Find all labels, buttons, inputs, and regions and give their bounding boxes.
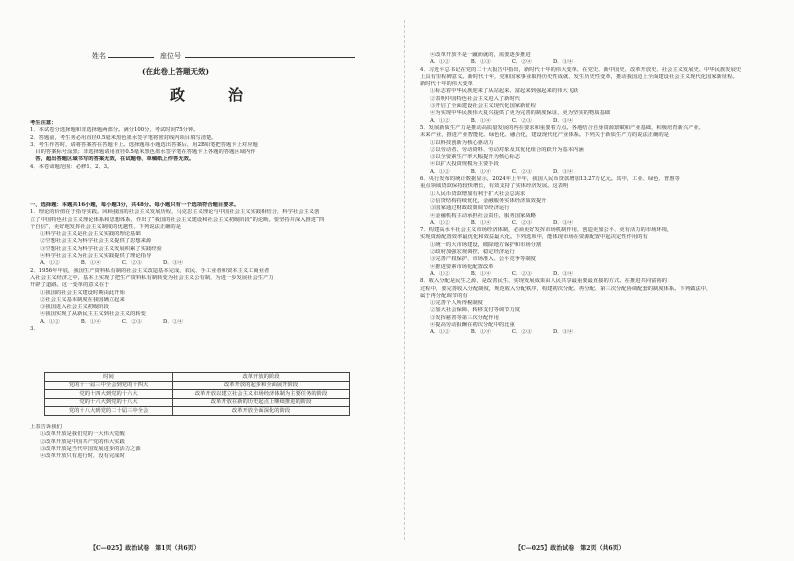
table-header-cell: 改革开放的阶段 xyxy=(173,373,350,382)
q7-option: ①统一的大市场建设，破除地方保护和市场分割 xyxy=(430,241,542,248)
name-label: 姓名 xyxy=(92,52,106,60)
seat-label: 座位号 xyxy=(160,52,181,60)
q5-text: 未来产业，推进产业智能化、绿色化、融合化，建设现代化产业体系。下列关于新质生产力的说法正确的是 xyxy=(420,132,669,139)
reform-table xyxy=(44,372,350,416)
q6-option: ①人民币贷款增加有利于扩大社会总需求 xyxy=(430,190,526,197)
table-cell: 改革开放全面深化的阶段 xyxy=(173,407,350,416)
q3-option: ④改革开放只有进行时，没有完成时 xyxy=(40,453,125,460)
q3-option: ①改革开放是我们党的一大伟大觉醒 xyxy=(40,431,125,438)
instruction-line: 目的答案标号涂黑；非选择题请用直径0.5毫米黑色墨水签字笔在答题卡上各题的答题区域内作 xyxy=(30,149,256,156)
q6-text: 重点领域贷款保持较快增长，有效支持了实体经济发展。这表明 xyxy=(420,183,569,190)
q5-option: ④以扩大投资规模为主要手段 xyxy=(430,161,499,168)
q3-lead: 上表告诉我们 xyxy=(30,424,62,430)
right-page xyxy=(420,0,782,561)
table-header-cell: 时间 xyxy=(45,373,173,382)
q1-text: 1．理论的价值在于指导实践。回顾我国的社会主义发展历程，马克思主义理论与中国社会主义实践相结合，科学社会主义创 xyxy=(30,209,320,216)
section-title: 一、选择题：本题共16小题，每小题3分，共48分。每小题只有一个选项符合题目要求。 xyxy=(30,202,240,208)
q2-option: ①我国的社会主义建设时期由此开始 xyxy=(40,289,125,296)
reform-table-wrap xyxy=(30,372,392,416)
q2-choices: A．①② B．①④ C．②③ D．②④ xyxy=(40,318,184,325)
q1-choices: A．①② B．①④ C．②③ D．③④ xyxy=(40,260,184,267)
q7-option: ③完善产权保护、市场准入、公平竞争等制度 xyxy=(430,256,536,263)
q2-text: 2．1956年年底，我国生产资料私有制的社会主义改造基本完成，农民、手工业者和资本主义工商业者 xyxy=(30,267,270,274)
q1-option: ①科学社会主义是社会主义实践的理论基础 xyxy=(40,231,141,238)
table-row xyxy=(45,407,350,416)
page-divider xyxy=(404,20,405,540)
q6-option: ④金融机构主动承担社会责任，服务国家战略 xyxy=(430,212,536,219)
no-answer-notice: (在此卷上答题无效) xyxy=(142,67,210,76)
student-info-row xyxy=(92,50,355,61)
q7-option: ④推进要素市场化配置改革 xyxy=(430,263,494,270)
table-cell: 改革开放在新的历史起点上继续推进的阶段 xyxy=(173,398,350,407)
q5-text: 5．发展新质生产力是推动高质量发展的内在要求和重要着力点。各地结合自身资源禀赋和产业基础，积极培育新兴产业、 xyxy=(420,124,705,131)
table-row xyxy=(45,381,350,390)
q8-text: 过程中，要完善收入分配制度，规范收入分配秩序，构建初次分配、再分配、第三次分配协调配套的制度体系。下列做法中， xyxy=(420,285,712,292)
q6-option: ③国家通过财政政策调节经济运行 xyxy=(430,205,510,212)
q3-choices: A．①② B．①③ C．②④ D．③④ xyxy=(430,59,574,66)
right-questions xyxy=(420,52,782,337)
q4-option: ①标志着中华民族迎来了从站起来、富起来到强起来的伟大飞跃 xyxy=(430,88,579,95)
q3-option: ②改革开放是中国共产党的伟大实践 xyxy=(40,438,125,445)
q4-text: 4．习近平总书记在党的二十大报告中指出，新时代十年的伟大变革，在党史、新中国史、改革开放史、社会主义发展史、中华民族发展史 xyxy=(420,66,742,73)
footer-right: 【C—025】政治试卷 第2页（共6页） xyxy=(515,545,625,552)
table-cell: 改革开放的起步和全面展开阶段 xyxy=(173,381,350,390)
instruction-line: 4．本卷命题范围：必修1、2、3。 xyxy=(30,163,113,170)
q2-text: 开辟了道路。这一变革的意义在于 xyxy=(30,282,110,289)
q2-option: ④我国实现了从新民主主义到社会主义的转变 xyxy=(40,311,146,318)
q8-option: ④提高劳动报酬在初次分配中的比重 xyxy=(430,321,515,328)
instruction-line: 2．答题前，考生务必用直径0.5毫米黑色墨水签字笔将密封线内项目填写清楚。 xyxy=(30,134,217,141)
q3-option: ③改革开放是当代中国发展进步的活力之源 xyxy=(40,445,141,452)
q4-option: ②表明中国特色社会主义进入了新时代 xyxy=(430,95,521,102)
q2-option: ③我国进入社会主义初级阶段 xyxy=(40,304,109,311)
q4-text: 上具有里程碑意义。新时代十年，党和国家事业取得历史性成就、发生历史性变革，推动我国迈上全面建设社会主义现代化国家新征程。 xyxy=(420,73,738,80)
q7-option: ②政府加强宏观调控，稳定经济运行 xyxy=(430,249,515,256)
footer-left: 【C—025】政治试卷 第1页（共6页） xyxy=(90,545,200,552)
instructions-title: 考生注意： xyxy=(30,120,57,126)
q7-text: 实现资源配置效率最优化和效益最大化。下列选项中，能体现市场在资源配置中起决定性作用的有 xyxy=(420,234,648,241)
q8-text: 8．收入分配是民生之源，是改善民生、实现发展成果由人民共享最重要最直接的方式。在推进共同富裕的 xyxy=(420,278,668,285)
q7-text: 7．构建高水平社会主义市场经济体制，必须更好发挥市场机制作用，创造更加公平、更有活力的市场环境， xyxy=(420,227,673,234)
table-cell: 党的十八大到党的二十届三中全会 xyxy=(45,407,173,416)
table-cell: 改革开放以建立社会主义市场经济体制为主要任务的阶段 xyxy=(173,390,350,399)
table-row xyxy=(45,398,350,407)
table-cell: 党的十四大到党的十六大 xyxy=(45,390,173,399)
q4-choices: A．①② B．①④ C．②③ D．③④ xyxy=(430,117,574,124)
q5-option: ③以全要素生产率大幅提升为核心标志 xyxy=(430,154,521,161)
instruction-line: 3．考生作答时，请将答案答在答题卡上。选择题每小题选出答案后，用2B铅笔把答题卡上对应题 xyxy=(30,141,258,148)
q6-text: 6．央行发布的统计数据显示，2024年上半年，我国人民币贷款增加13.27万亿元。其中，工业、绿色、普惠等 xyxy=(420,176,680,183)
q1-text: 个自信”，更好地发挥社会主义制度的优越性，下列说法正确的是 xyxy=(30,223,182,230)
q2-option: ②社会主义基本制度在我国确立起来 xyxy=(40,296,125,303)
name-blank xyxy=(108,50,154,58)
left-page xyxy=(30,0,392,561)
q8-option: ②加大社会保障、转移支付等调节力度 xyxy=(430,307,521,314)
q4-option: ③开启了全面建设社会主义现代化国家新征程 xyxy=(430,103,536,110)
q2-text: 入社会主义经济之中，基本上实现了把生产资料私有制转变为社会主义公有制，为进一步发展社会生产力 xyxy=(30,274,274,281)
q4-option: ④为实现中华民族伟大复兴提供了更为完善的制度保证、更为坚实的物质基础 xyxy=(430,110,611,117)
table-row xyxy=(45,390,350,399)
instruction-line: 1．本试卷分选择题和非选择题两部分。满分100分，考试时间75分钟。 xyxy=(30,127,199,134)
q3-number: 3． xyxy=(30,326,39,333)
seat-blank xyxy=(185,50,355,58)
q6-option: ②信贷结构持续优化，金融服务实体经济质效提升 xyxy=(430,197,547,204)
table-cell: 党的十六大到党的十八大 xyxy=(45,398,173,407)
q3-body xyxy=(30,424,392,460)
q1-option: ③空想社会主义为科学社会主义发展积累了实践经验 xyxy=(40,245,162,252)
q4-text: 新时代十年的伟大变革 xyxy=(420,81,473,88)
question-block-1-2 xyxy=(30,202,392,333)
q3-option: ④改革开放不是一蹴而就的，需要逐步推进 xyxy=(430,52,531,58)
q1-option: ②空想社会主义为科学社会主义提供了思想来源 xyxy=(40,238,152,245)
q1-option: ④科学社会主义为社会主义实践提供了理论指导 xyxy=(40,253,152,260)
q8-choices: A．①② B．①④ C．②③ D．③④ xyxy=(430,329,574,336)
q8-text: 属于再分配调节的有 xyxy=(420,292,468,299)
subject-title: 政 治 xyxy=(170,86,258,104)
q5-option: ②以劳动者、劳动资料、劳动对象及其优化组合的跃升为基本内涵 xyxy=(430,146,584,153)
table-cell: 党的十一届三中全会到党的十四大 xyxy=(45,381,173,390)
q1-text: 立了中国特色社会主义理论体系和思想体系，作出了“我国的社会主义建设和社会主义初级阶段”的论断。要坚持并深入推进“四 xyxy=(30,216,325,223)
q5-option: ①以科技创新为核心驱动力 xyxy=(430,139,494,146)
instruction-line: 答，超出答题区域书写的答案无效，在试题卷、草稿纸上作答无效。 xyxy=(30,156,195,163)
q5-choices: A．①② B．①④ C．②③ D．③④ xyxy=(430,168,574,175)
q6-choices: A．①② B．①④ C．②③ D．③④ xyxy=(430,219,574,226)
q7-choices: A．①② B．①④ C．②③ D．③④ xyxy=(430,270,574,277)
q8-option: ①完善个人所得税制度 xyxy=(430,300,483,307)
q8-option: ③发挥慈善等第三次分配作用 xyxy=(430,314,499,321)
table-header-row xyxy=(45,373,350,382)
instructions xyxy=(30,120,392,171)
